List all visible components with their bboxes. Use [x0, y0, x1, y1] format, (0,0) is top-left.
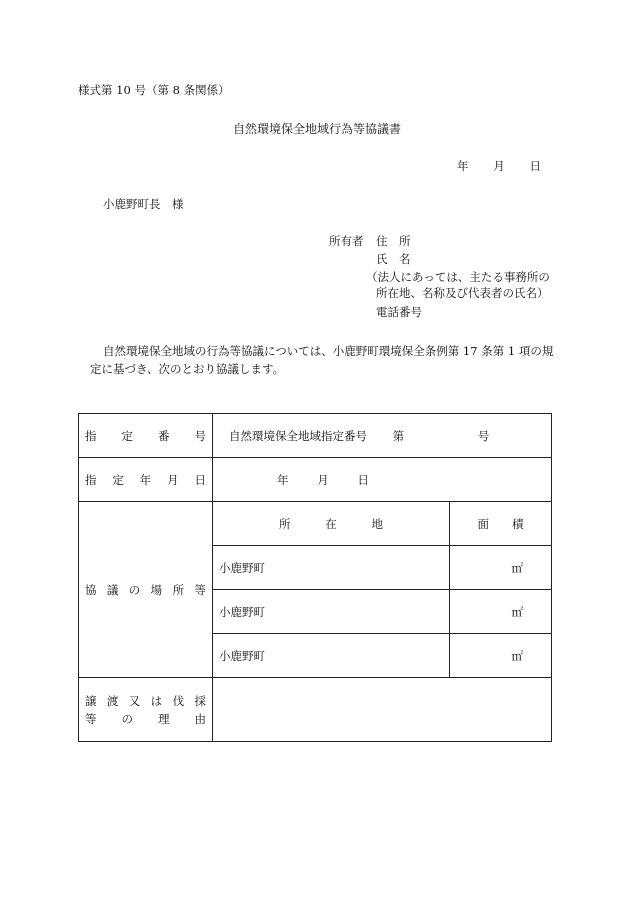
place-header-row: [79, 502, 552, 546]
designation-date-day: 日: [357, 472, 369, 487]
date-day: 日: [529, 159, 541, 173]
designation-number-label: 指 定 番 号: [79, 414, 213, 458]
designation-number-row: [79, 414, 552, 458]
reason-field[interactable]: [213, 678, 552, 742]
area-cell[interactable]: [450, 590, 552, 634]
area-unit: ㎡: [511, 560, 523, 575]
consultation-table: [78, 413, 552, 742]
location-town: 小鹿野町: [219, 560, 265, 575]
place-label: 協 議 の 場 所 等: [79, 502, 213, 678]
designation-number-dai: 第: [392, 428, 405, 443]
body-text-line1: 自然環境保全地域の行為等協議については、小鹿野町環境保全条例第 17 条第 1 項の規: [103, 344, 554, 358]
reason-row: [79, 678, 552, 742]
area-cell[interactable]: [450, 634, 552, 678]
phone-label: 電話番号: [376, 305, 422, 319]
area-header: 面 積: [450, 502, 552, 546]
designation-date-row: [79, 458, 552, 502]
name-label: 氏 名: [376, 252, 411, 266]
date-line: [457, 158, 541, 174]
location-town: 小鹿野町: [219, 648, 265, 663]
address-label: 住 所: [376, 234, 411, 248]
location-town: 小鹿野町: [219, 604, 265, 619]
date-month: 月: [493, 159, 505, 173]
location-cell[interactable]: [213, 590, 450, 634]
location-header: 所 在 地: [213, 502, 450, 546]
corporate-note-line2: 所在地、名称及び代表者の氏名）: [376, 286, 549, 300]
location-cell[interactable]: [213, 546, 450, 590]
area-unit: ㎡: [511, 648, 523, 663]
designation-date-month: 月: [317, 472, 329, 487]
area-cell[interactable]: [450, 546, 552, 590]
addressee: 小鹿野町長 様: [103, 197, 184, 211]
location-cell[interactable]: [213, 634, 450, 678]
designation-number-text: 自然環境保全地域指定番号: [229, 428, 367, 443]
designation-date-field[interactable]: [213, 458, 552, 502]
designation-number-go: 号: [477, 428, 490, 443]
date-year: 年: [457, 159, 469, 173]
designation-number-field[interactable]: [213, 414, 552, 458]
designation-date-year: 年: [277, 472, 289, 487]
body-text-line2: 定に基づき、次のとおり協議します。: [90, 362, 285, 376]
form-number: 様式第 10 号（第 8 条関係）: [78, 83, 230, 97]
corporate-note-line1: （法人にあっては、主たる事務所の: [366, 270, 550, 284]
owner-label: 所有者: [329, 234, 364, 248]
reason-label: 譲 渡 又 は 伐 採 等 の 理 由: [79, 678, 213, 742]
area-unit: ㎡: [511, 604, 523, 619]
document-title: 自然環境保全地域行為等協議書: [233, 122, 402, 136]
designation-date-label: 指 定 年 月 日: [79, 458, 213, 502]
